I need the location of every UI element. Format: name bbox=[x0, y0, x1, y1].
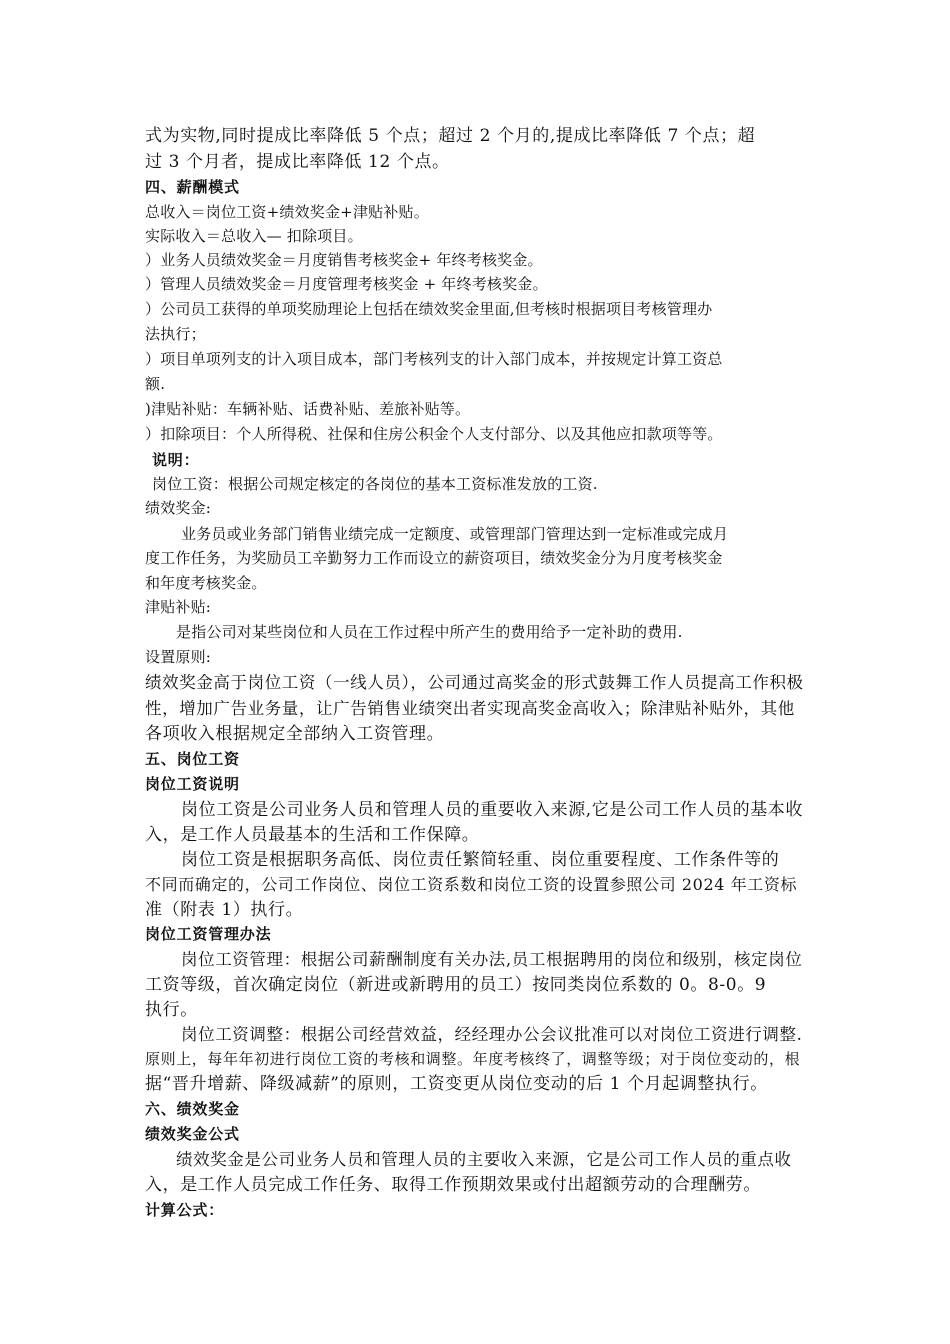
paragraph-line: 入，是工作人员完成工作任务、取得工作预期效果或付出超额劳动的合理酬劳。 bbox=[145, 1175, 761, 1195]
paragraph-line: 和年度考核奖金。 bbox=[145, 574, 267, 592]
subheading: 岗位工资管理办法 bbox=[145, 925, 272, 943]
paragraph-line: 岗位工资是公司业务人员和管理人员的重要收入来源,它是公司工作人员的基本收 bbox=[181, 800, 804, 820]
paragraph-line: 各项收入根据规定全部纳入工资管理。 bbox=[145, 724, 445, 744]
paragraph-line: 岗位工资调整：根据公司经营效益，经经理办公会议批准可以对岗位工资进行调整. bbox=[181, 1025, 803, 1044]
subheading: 岗位工资说明 bbox=[145, 775, 240, 793]
paragraph-line: 原则上，每年年初进行岗位工资的考核和调整。年度考核终了，调整等级；对于岗位变动的，根 bbox=[145, 1050, 801, 1068]
paragraph-line: 业务员或业务部门销售业绩完成一定额度、或管理部门管理达到一定标准或完成月 bbox=[181, 525, 729, 543]
paragraph-line: 不同而确定的，公司工作岗位、岗位工资系数和岗位工资的设置参照公司 2024 年工资标 bbox=[145, 875, 798, 894]
paragraph-line: 绩效奖金高于岗位工资（一线人员），公司通过高奖金的形式鼓舞工作人员提高工作积极 bbox=[145, 673, 804, 692]
paragraph-line: 岗位工资是根据职务高低、岗位责任繁简轻重、岗位重要程度、工作条件等的 bbox=[181, 850, 780, 870]
paragraph-line: 岗位工资管理：根据公司薪酬制度有关办法,员工根据聘用的岗位和级别，核定岗位 bbox=[181, 950, 803, 969]
text-line: 总收入＝岗位工资+绩效奖金+津贴补贴。 bbox=[145, 203, 429, 221]
text-line: 津贴补贴: bbox=[145, 598, 212, 616]
text-line: 法执行； bbox=[145, 325, 206, 343]
text-line: 实际收入＝总收入— 扣除项目。 bbox=[145, 227, 363, 245]
paragraph-line: 绩效奖金是公司业务人员和管理人员的主要收入来源，它是公司工作人员的重点收 bbox=[176, 1150, 792, 1169]
text-line: 设置原则: bbox=[145, 648, 212, 666]
text-line: 岗位工资：根据公司规定核定的各岗位的基本工资标准发放的工资. bbox=[152, 475, 598, 493]
section-heading: 六、绩效奖金 bbox=[145, 1100, 240, 1118]
list-item: ）管理人员绩效奖金＝月度管理考核奖金 + 年终考核奖金。 bbox=[145, 275, 548, 293]
text-line: 过 3 个月者，提成比率降低 12 个点。 bbox=[145, 152, 450, 172]
paragraph-line: 是指公司对某些岗位和人员在工作过程中所产生的费用给予一定补助的费用. bbox=[176, 623, 683, 641]
paragraph-line: 准（附表 1）执行。 bbox=[145, 900, 304, 920]
list-item: )津贴补贴：车辆补贴、话费补贴、差旅补贴等。 bbox=[145, 400, 471, 418]
subheading: 绩效奖金公式 bbox=[145, 1125, 240, 1143]
paragraph-line: 度工作任务，为奖励员工辛勤努力工作而设立的薪资项目，绩效奖金分为月度考核奖金 bbox=[145, 549, 723, 567]
paragraph-line: 据“晋升增薪、降级减薪”的原则，工资变更从岗位变动的后 1 个月起调整执行。 bbox=[145, 1074, 768, 1094]
paragraph-line: 执行。 bbox=[145, 1000, 198, 1020]
paragraph-line: 性，增加广告业务量，让广告销售业绩突出者实现高奖金高收入；除津贴补贴外，其他 bbox=[145, 699, 795, 718]
list-item: ）业务人员绩效奖金＝月度销售考核奖金+ 年终考核奖金。 bbox=[145, 251, 543, 269]
subheading: 说明： bbox=[152, 451, 200, 469]
text-line: 绩效奖金: bbox=[145, 499, 212, 517]
text-line: 式为实物,同时提成比率降低 5 个点；超过 2 个月的,提成比率降低 7 个点；超 bbox=[145, 126, 756, 146]
paragraph-line: 工资等级，首次确定岗位（新进或新聘用的员工）按同类岗位系数的 0。8-0。9 bbox=[145, 975, 767, 995]
list-item: ）公司员工获得的单项奖励理论上包括在绩效奖金里面,但考核时根据项目考核管理办 bbox=[145, 300, 713, 318]
paragraph-line: 入，是工作人员最基本的生活和工作保障。 bbox=[145, 825, 480, 845]
text-line: 额. bbox=[145, 375, 166, 393]
section-heading: 五、岗位工资 bbox=[145, 750, 240, 768]
list-item: ）扣除项目：个人所得税、社保和住房公积金个人支付部分、以及其他应扣款项等等。 bbox=[145, 425, 723, 443]
list-item: ）项目单项列支的计入项目成本，部门考核列支的计入部门成本，并按规定计算工资总 bbox=[145, 350, 723, 368]
section-heading: 四、薪酬模式 bbox=[145, 178, 240, 196]
subheading: 计算公式： bbox=[145, 1201, 225, 1219]
